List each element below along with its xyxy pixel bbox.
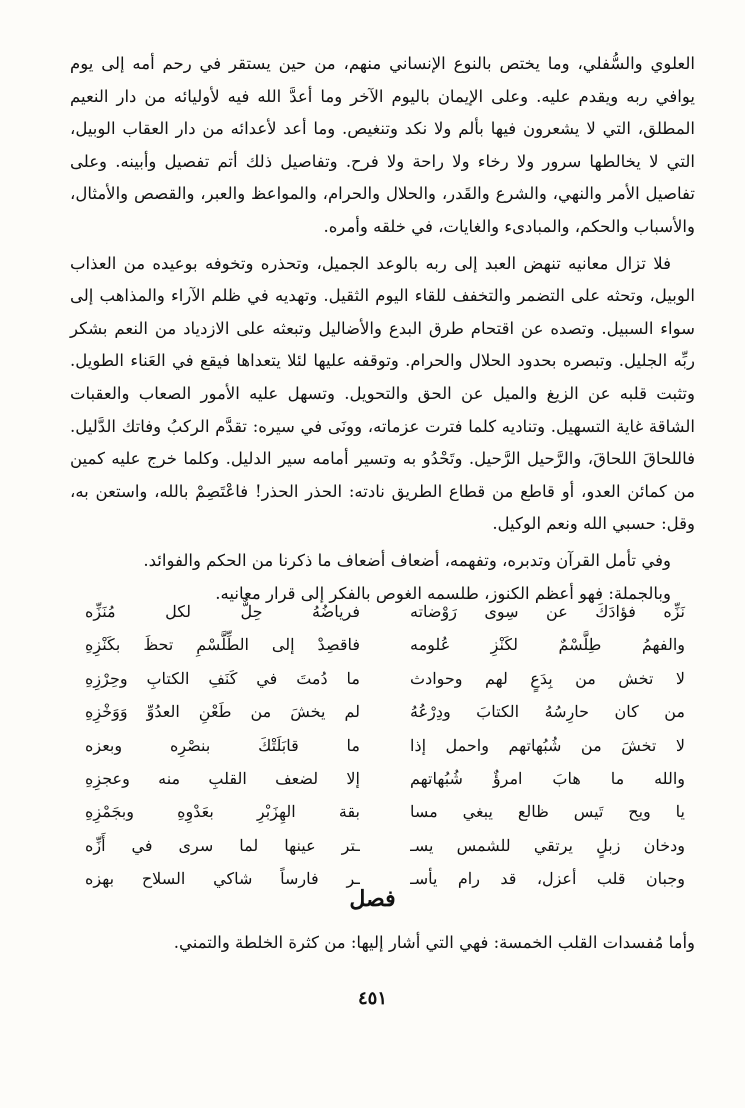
first-hemistich: وجبان قلب أعزل، قد رام يأسـ [410, 869, 685, 889]
first-hemistich: والله ما هابَ امرؤٌ شُبُهاتهم [410, 768, 685, 788]
second-hemistich: إلا لضعف القلبِ منه وعجزِهِ [85, 768, 360, 788]
paragraph-3: وفي تأمل القرآن وتدبره، وتفهمه، أضعاف أضعاف ما ذكرنا من الحكم والفوائد. [143, 550, 671, 570]
first-hemistich: من كان حارِسُهُ الكتابَ ودِرْعُهُ [410, 702, 685, 722]
first-hemistich: لا تخشَ من شُبُهاتهم واحمل إذا [410, 735, 685, 755]
poem [75, 595, 695, 896]
second-hemistich: ـر فارساً شاكي السلاح بهزه [85, 869, 360, 889]
first-hemistich: يا ويح تَيس ظالع يبغي مسا [410, 802, 685, 822]
first-hemistich: والفهمُ طِلَّسْمٌ لكَنْزِ عُلومه [410, 635, 685, 655]
poem-verse [75, 662, 695, 695]
poem-verse [75, 595, 695, 628]
page-number: ٤٥١ [357, 988, 387, 1009]
body-text [70, 48, 695, 610]
second-hemistich: بقة الهِزَبْرِ بعَدْوِهِ وبجَمْزِهِ [85, 802, 360, 822]
poem-verse [75, 795, 695, 828]
first-hemistich: لا تخش من بِدَعٍ لهم وحوادث [410, 668, 685, 688]
paragraph-1: العلوي والسُّفلي، وما يختص بالنوع الإنساني منهم، من حين يستقر في رحم أمه إلى يوم يوافي ربه ويقدم عليه. وعلى الإيمان باليوم الآخر وما أعدَّ الله فيه لأوليائه من دار النعيم المطلق، التي لا يشعرون فيها بألم ولا نكد وتنغيص. وما أعد لأعدائه من دار العقاب الوبيل، التي لا يخالطها سرور ولا رخاء ولا راحة ولا فرح. وتفاصيل ذلك أتم تفصيل وأبينه. وعلى تفاصيل الأمر والنهي، والشرع والقَدر، والحلال والحرام، والمواعظ والعبر، والقصص والأمثال، والأسباب والحكم، والمبادىء والغايات، في خلقه وأمره. [70, 54, 695, 236]
section-heading: فصل [349, 886, 396, 912]
first-hemistich: ودخان زبلٍ يرتقي للشمس يسـ [410, 835, 685, 855]
paragraph-2: فلا تزال معانيه تنهض العبد إلى ربه بالوعد الجميل، وتحذره وتخوفه بوعيده من العذاب الوبيل، وتحثه على التضمر والتخفف للقاء اليوم الثقيل. وتهديه في ظلم الآراء والمذاهب إلى سواء السبيل. وتصده عن اقتحام طرق البدع والأضاليل وتبعثه على الازدياد من النعم بشكر ربِّه الجليل. وتبصره بحدود الحلال والحرام. وتوقفه عليها لئلا يتعداها فيقع في العَناء الطويل. وتثبت قلبه عن الزيغ والميل عن الحق والتحويل. وتسهل عليه الأمور الصعاب والعقبات الشاقة غاية التسهيل. وتناديه كلما فترت عزماته، وونَى في سيره: تقدَّم الركبُ وفاتك الدَّليل. فاللحاقَ اللحاقَ، والرَّحيل الرَّحيل. وتَحْدُو به وتسير أمامه سير الدليل. وكلما خرج عليه كمين من كمائن العدو، أو قاطع من قطاع الطريق نادته: الحذر الحذر! فاعْتَصِمْ بالله، واستعن به، وقل: حسبي الله ونعم الوكيل. [70, 253, 695, 534]
second-hemistich: فرياضُهُ حِلٌّ لكل مُنَزِّه [85, 602, 360, 621]
poem-verse [75, 729, 695, 762]
second-hemistich: ما دُمتَ في كَنَفِ الكتابِ وحِرْزِهِ [85, 668, 360, 688]
second-hemistich: ـتر عينها لما سرى في أَزِّه [85, 835, 360, 855]
paragraph-4: وبالجملة: فهو أعظم الكنوز، طلسمه الغوص بالفكر إلى قرار معانيه. [215, 583, 671, 603]
poem-verse [75, 628, 695, 661]
poem-verse [75, 762, 695, 795]
poem-verse [75, 695, 695, 728]
closing-line: وأما مُفسدات القلب الخمسة: فهي التي أشار إليها: من كثرة الخلطة والتمني. [173, 933, 695, 952]
second-hemistich: ما قابَلَتْكَ بنصْرِه وبعزه [85, 735, 360, 755]
first-hemistich: نَزِّه فؤادَكَ عن سِوى رَوْضاته [410, 602, 685, 621]
poem-verse [75, 829, 695, 862]
second-hemistich: لم يخشَ من طَعْنِ العدُوِّ وَوَخْزِهِ [85, 702, 360, 722]
second-hemistich: فاقصِدْ إلى الطِّلَّسْمِ تحظَ بكَنْزِهِ [85, 635, 360, 655]
